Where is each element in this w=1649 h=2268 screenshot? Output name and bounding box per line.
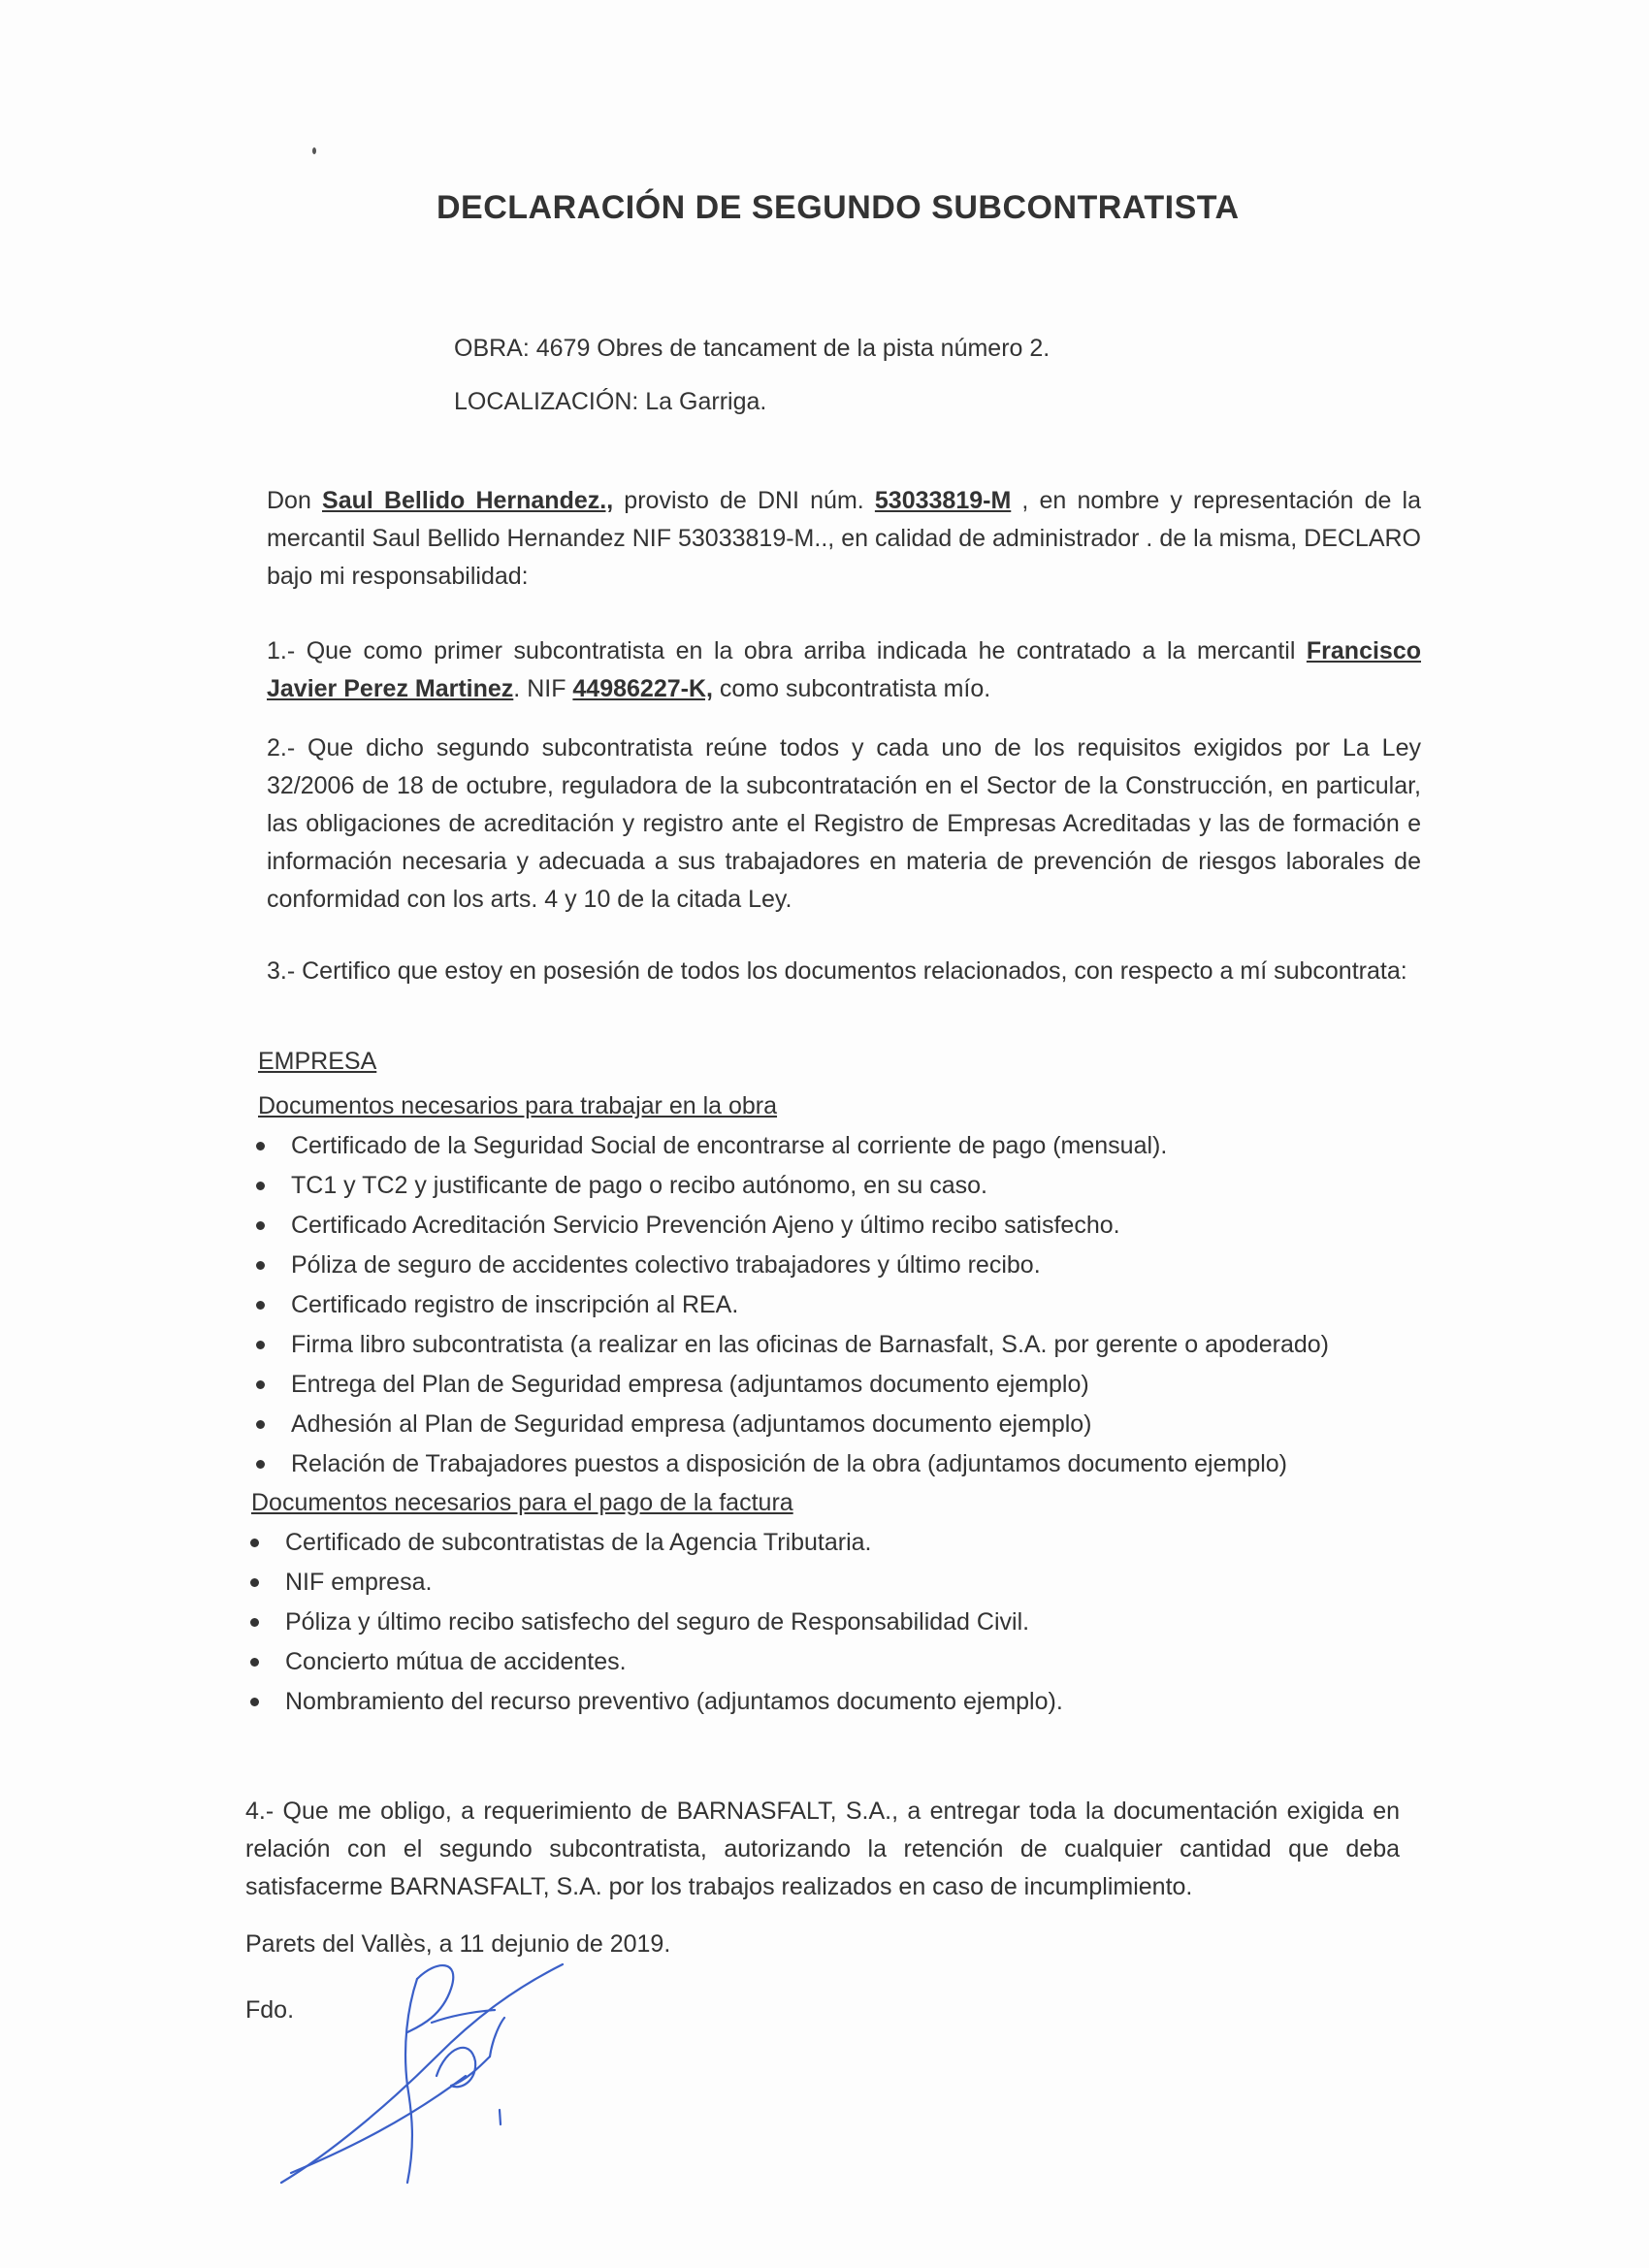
date-line: Parets del Vallès, a 11 dejunio de 2019. <box>245 1930 671 1958</box>
obra-docs-item: TC1 y TC2 y justificante de pago o recibo autónomo, en su caso. <box>250 1166 1329 1206</box>
nif-label: . NIF <box>513 675 573 702</box>
localizacion-line: LOCALIZACIÓN: La Garriga. <box>454 388 767 415</box>
obra-docs-item: Póliza de seguro de accidentes colectivo trabajadores y último recibo. <box>250 1246 1329 1285</box>
obra-docs-item: Certificado Acreditación Servicio Prevención Ajeno y último recibo satisfecho. <box>250 1206 1329 1246</box>
obra-line: OBRA: 4679 Obres de tancament de la pista número 2. <box>454 335 1051 362</box>
intro-paragraph <box>267 482 1421 596</box>
empresa-heading: EMPRESA <box>258 1048 377 1075</box>
point-1-text: 1.- Que como primer subcontratista en la obra arriba indicada he contratado a la mercantil <box>267 637 1307 664</box>
point-4: 4.- Que me obligo, a requerimiento de BARNASFALT, S.A., a entregar toda la documentación exigida en relación con el segundo subcontratista, autorizando la retención de cualquier cantidad que deba satisfacerme BARNASFALT, S.A. por los trabajos realizados en caso de incumplimiento. <box>245 1798 1400 1900</box>
point-1 <box>267 632 1421 708</box>
obra-docs-item: Certificado de la Seguridad Social de encontrarse al corriente de pago (mensual). <box>250 1126 1329 1166</box>
signature-drawing <box>272 1940 582 2202</box>
factura-docs-heading: Documentos necesarios para el pago de la factura <box>251 1489 793 1516</box>
factura-docs-item: Póliza y último recibo satisfecho del seguro de Responsabilidad Civil. <box>244 1603 1063 1642</box>
subcontractor-nif: 44986227-K, <box>572 675 713 702</box>
factura-docs-item: Certificado de subcontratistas de la Agencia Tributaria. <box>244 1523 1063 1563</box>
point-1-end: como subcontratista mío. <box>712 675 991 702</box>
factura-docs-item: Concierto mútua de accidentes. <box>244 1642 1063 1682</box>
obra-docs-item: Entrega del Plan de Seguridad empresa (adjuntamos documento ejemplo) <box>250 1365 1329 1405</box>
obra-docs-item: Certificado registro de inscripción al REA. <box>250 1285 1329 1325</box>
don-label: Don <box>267 487 323 514</box>
declarant-name: Saul Bellido Hernandez., <box>322 487 614 514</box>
obra-docs-list <box>250 1126 1329 1484</box>
obra-docs-item: Firma libro subcontratista (a realizar en las oficinas de Barnasfalt, S.A. por gerente o apoderado) <box>250 1325 1329 1365</box>
subcontractor-name: Francisco Javier Perez Martinez <box>267 637 1421 702</box>
document-title: DECLARACIÓN DE SEGUNDO SUBCONTRATISTA <box>436 189 1240 226</box>
obra-docs-heading: Documentos necesarios para trabajar en la obra <box>258 1092 778 1119</box>
scan-speck <box>312 147 316 154</box>
obra-docs-item: Adhesión al Plan de Seguridad empresa (adjuntamos documento ejemplo) <box>250 1405 1329 1444</box>
factura-docs-item: Nombramiento del recurso preventivo (adjuntamos documento ejemplo). <box>244 1682 1063 1722</box>
intro-rest: , en nombre y representación de la mercantil Saul Bellido Hernandez NIF 53033819-M.., en calidad de administrador . de la misma, DECLARO bajo mi responsabilidad: <box>267 487 1421 590</box>
obra-docs-item: Relación de Trabajadores puestos a disposición de la obra (adjuntamos documento ejemplo) <box>250 1444 1329 1484</box>
dni-label: provisto de DNI núm. <box>613 487 875 514</box>
declarant-dni: 53033819-M <box>874 487 1012 514</box>
signature <box>272 1940 582 2202</box>
signed-label: Fdo. <box>245 1996 295 2024</box>
factura-docs-list <box>244 1523 1063 1722</box>
point-2: 2.- Que dicho segundo subcontratista reúne todos y cada uno de los requisitos exigidos por La Ley 32/2006 de 18 de octubre, reguladora de la subcontratación en el Sector de la Construcción, en particular, las obligaciones de acreditación y registro ante el Registro de Empresas Acreditadas y las de formación e información necesaria y adecuada a sus trabajadores en materia de prevención de riesgos laborales de conformidad con los arts. 4 y 10 de la citada Ley. <box>267 734 1421 913</box>
point-3: 3.- Certifico que estoy en posesión de todos los documentos relacionados, con respecto a mí subcontrata: <box>267 957 1407 985</box>
factura-docs-item: NIF empresa. <box>244 1563 1063 1603</box>
